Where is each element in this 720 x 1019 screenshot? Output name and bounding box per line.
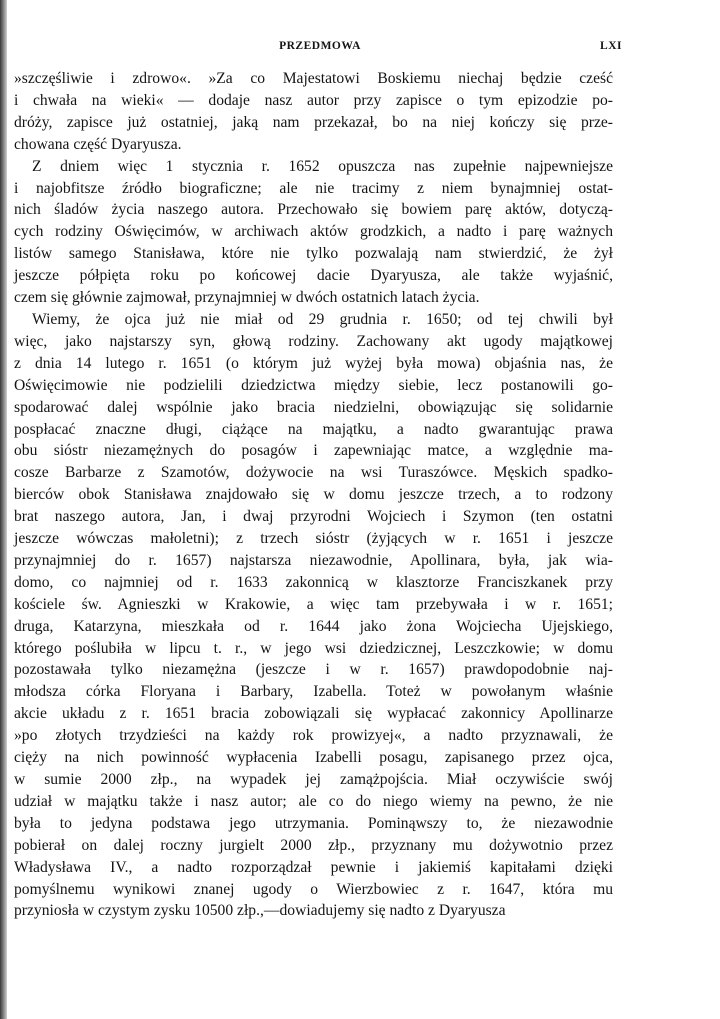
text-line: więc, jako najstarszy syn, głową rodziny. Zachowany akt ugody majątkowej bbox=[14, 332, 613, 350]
running-title: PRZEDMOWA bbox=[279, 40, 361, 52]
text-line: jeszcze półpięta roku po końcowej dacie Dyaryusza, ale także wyjaśnić, bbox=[14, 267, 613, 285]
text-line: którego poślubiła w lipcu t. r., w jego wsi dziedzicznej, Leszczkowie; w domu bbox=[14, 639, 613, 657]
text-line: pobierał on dalej roczny jurgielt 2000 złp., przyznany mu dożywotnio przez bbox=[14, 836, 613, 854]
text-line: czem się głównie zajmował, przynajmniej w dwóch ostatnich latach życia. bbox=[14, 289, 480, 307]
text-line: druga, Katarzyna, mieszkała od r. 1644 jako żona Wojciecha Ujejskiego, bbox=[14, 617, 613, 635]
text-line: listów samego Stanisława, które nie tylko pozwalają nam stwierdzić, że żył bbox=[14, 245, 613, 263]
book-spine-shadow bbox=[0, 0, 7, 1019]
text-line: akcie układu z r. 1651 bracia zobowiązali się wypłacać zakonnicy Apollinarze bbox=[14, 705, 613, 723]
text-line: i chwała na wieki« — dodaje nasz autor przy zapisce o tym epizodzie po- bbox=[14, 91, 613, 109]
text-line: »po złotych trzydzieści na każdy rok prowizyej«, a nadto przyznawali, że bbox=[14, 727, 613, 745]
text-line: udział w majątku także i nasz autor; ale co do niego wiemy na pewno, że nie bbox=[14, 792, 613, 810]
text-line: domo, co najmniej od r. 1633 zakonnicą w klasztorze Franciszkanek przy bbox=[14, 573, 613, 591]
text-line: z dnia 14 lutego r. 1651 (o którym już wyżej była mowa) objaśnia nas, że bbox=[14, 354, 613, 372]
running-header bbox=[0, 40, 720, 58]
paragraph bbox=[14, 156, 613, 309]
text-line: była to jedyna podstawa jego utrzymania. Pominąwszy to, że niezawodnie bbox=[14, 814, 613, 832]
text-line: w sumie 2000 złp., na wypadek jej zamążpojścia. Miał oczywiście swój bbox=[14, 771, 613, 788]
page-text bbox=[14, 68, 613, 922]
paragraph bbox=[14, 68, 613, 156]
text-line: młodsza córka Floryana i Barbary, Izabella. Toteż w powołanym właśnie bbox=[14, 683, 613, 701]
text-line: cosze Barbarze z Szamotów, dożywocie na wsi Turaszówce. Męskich spadko- bbox=[14, 464, 613, 482]
text-line: »szczęśliwie i zdrowo«. »Za co Majestatowi Boskiemu niechaj będzie cześć bbox=[14, 70, 613, 87]
text-line: nich śladów życia naszego autora. Przechowało się bowiem parę aktów, dotyczą- bbox=[14, 201, 613, 219]
text-line: Władysława IV., a nadto rozporządzał pewnie i jakiemiś kapitałami dzięki bbox=[14, 858, 613, 876]
text-line: obu sióstr niezamężnych do posagów i zapewniając matce, a względnie ma- bbox=[14, 442, 613, 460]
text-line: pospłacać znaczne długi, ciążące na majątku, a nadto gwarantując prawa bbox=[14, 420, 613, 438]
text-line: przynajmniej do r. 1657) najstarsza niezawodnie, Apollinara, była, jak wia- bbox=[14, 551, 613, 569]
text-line: spodarować dalej wspólnie jako bracia niedzielni, obowiązując się solidarnie bbox=[14, 398, 613, 416]
text-line: cięży na nich powinność wypłacenia Izabelli posagu, zapisanego przez ojca, bbox=[14, 749, 613, 767]
text-line: bierców obok Stanisława znajdowało się w domu jeszcze trzech, a to rodzony bbox=[14, 486, 613, 504]
text-line: kościele św. Agnieszki w Krakowie, a więc tam przebywała i w r. 1651; bbox=[14, 595, 613, 613]
text-line: pomyślnemu wynikowi znanej ugody o Wierzbowiec z r. 1647, która mu bbox=[14, 880, 613, 898]
text-line: jeszcze wówczas małoletni); z trzech sióstr (żyjących w r. 1651 i jeszcze bbox=[14, 530, 613, 548]
text-line: brat naszego autora, Jan, i dwaj przyrodni Wojciech i Szymon (ten ostatni bbox=[14, 508, 613, 526]
text-line: Z dniem więc 1 stycznia r. 1652 opuszcza nas zupełnie najpewniejsze bbox=[32, 157, 613, 175]
text-line: Wiemy, że ojca już nie miał od 29 grudnia r. 1650; od tej chwili był bbox=[32, 310, 613, 328]
page-number: LXI bbox=[600, 40, 622, 52]
text-line: chowana część Dyaryusza. bbox=[14, 135, 182, 153]
text-line: Oświęcimowie nie podzielili dziedzictwa między siebie, lecz postanowili go- bbox=[14, 376, 613, 394]
text-line: cych rodziny Oświęcimów, w archiwach aktów grodzkich, a nadto i parę ważnych bbox=[14, 223, 613, 241]
text-line: przyniosła w czystym zysku 10500 złp.,—dowiadujemy się nadto z Dyaryusza bbox=[14, 902, 506, 920]
paragraph bbox=[14, 309, 613, 922]
text-line: i najobfitsze źródło biograficzne; ale nie tracimy z niem bynajmniej ostat- bbox=[14, 179, 613, 197]
text-line: dróży, zapisce już ostatniej, jaką nam przekazał, bo na niej kończy się prze- bbox=[14, 113, 613, 131]
text-line: pozostawała tylko niezamężna (jeszcze i w r. 1657) prawdopodobnie naj- bbox=[14, 661, 613, 679]
